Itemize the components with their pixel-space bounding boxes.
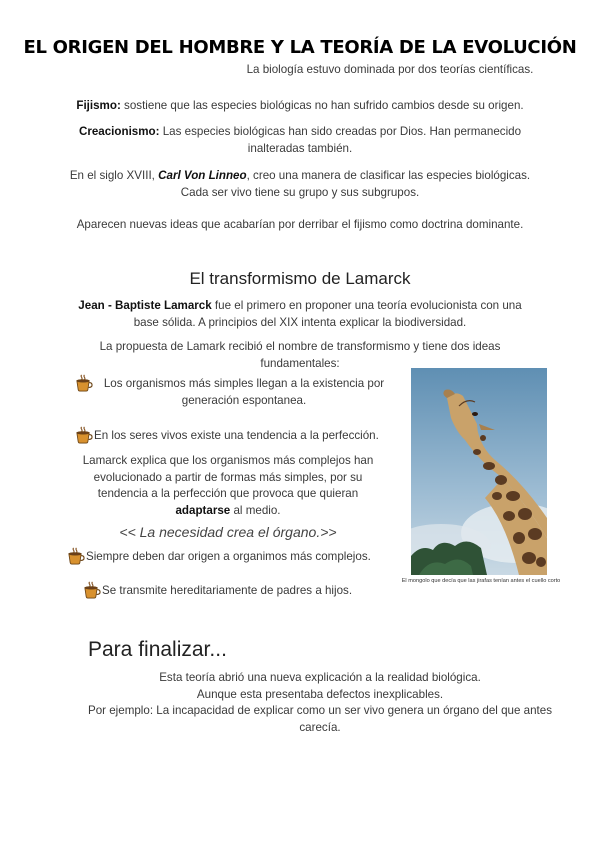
final-line-2: Aunque esta presentaba defectos inexplicables. xyxy=(196,687,444,701)
subtitle: La biología estuvo dominada por dos teorías científicas. xyxy=(246,63,534,76)
propuesta-line-2: fundamentales: xyxy=(260,356,340,370)
giraffe-photo xyxy=(411,368,547,575)
bullet-item-2 xyxy=(74,428,379,445)
quote: << La necesidad crea el órgano.>> xyxy=(119,524,337,540)
final-heading: Para finalizar... xyxy=(88,638,227,661)
explica-line-2: evolucionado a partir de formas más simples, por su xyxy=(93,470,363,484)
coffee-cup-icon xyxy=(82,580,101,600)
linneo-name: Carl Von Linneo xyxy=(158,169,247,182)
lamarck-heading: El transformismo de Lamarck xyxy=(189,269,411,288)
creacionismo-paragraph xyxy=(0,124,600,157)
explica-line-3: tendencia a la perfección que provoca que quieran xyxy=(97,487,359,500)
nuevas-ideas-paragraph: Aparecen nuevas ideas que acabarían por derribar el fijismo como doctrina dominante. xyxy=(76,218,524,231)
photo-caption: El mongolo que decía que las jirafas tenían antes el cuello corto xyxy=(401,578,561,584)
linneo-pre: En el siglo XVIII, xyxy=(69,169,159,182)
creacionismo-term: Creacionismo: xyxy=(78,125,160,138)
linneo-post: , creo una manera de clasificar las especies biológicas. xyxy=(246,169,531,182)
lamarck-intro-line-2: base sólida. A principios del XIX intenta explicar la biodiversidad. xyxy=(133,315,467,329)
coffee-cup-icon xyxy=(66,546,85,566)
bullet-1-line-1: Los organismos más simples llegan a la existencia por xyxy=(103,377,385,390)
bullet-1-line-2: generación espontanea. xyxy=(181,393,307,407)
final-paragraph xyxy=(20,670,600,736)
final-line-3: Por ejemplo: La incapacidad de explicar como un ser vivo genera un órgano del que antes xyxy=(87,704,553,717)
propuesta-line-1: La propuesta de Lamark recibió el nombre de transformismo y tiene dos ideas xyxy=(99,340,501,353)
final-line-4: carecía. xyxy=(299,720,341,734)
explica-paragraph xyxy=(58,453,398,519)
linneo-line-2: Cada ser vivo tiene su grupo y sus subgrupos. xyxy=(180,185,420,199)
bullet-2-text: En los seres vivos existe una tendencia a la perfección. xyxy=(94,429,379,442)
fijismo-term: Fijismo: xyxy=(76,99,121,112)
lamarck-intro-paragraph xyxy=(0,298,600,331)
linneo-paragraph xyxy=(0,168,600,201)
lamarck-intro-line-1: fue el primero en proponer una teoría evolucionista con una xyxy=(211,299,522,312)
explica-post: al medio. xyxy=(230,503,281,517)
page-title: EL ORIGEN DEL HOMBRE Y LA TEORÍA DE LA EVOLUCIÓN xyxy=(23,37,577,58)
fijismo-paragraph xyxy=(0,98,600,115)
explica-bold: adaptarse xyxy=(175,503,231,517)
creacionismo-text-2: inalteradas también. xyxy=(247,141,353,155)
bullet-4-text: Se transmite hereditariamente de padres a hijos. xyxy=(102,584,353,597)
creacionismo-text-1: Las especies biológicas han sido creadas por Dios. Han permanecido xyxy=(159,125,522,138)
coffee-cup-icon xyxy=(74,425,93,445)
bullet-item-4 xyxy=(82,583,352,600)
bullet-item-3 xyxy=(66,549,371,566)
bullet-3-text: Siempre deben dar origen a organimos más complejos. xyxy=(86,550,371,563)
final-line-1: Esta teoría abrió una nueva explicación a la realidad biológica. xyxy=(159,671,481,684)
explica-line-1: Lamarck explica que los organismos más complejos han xyxy=(82,454,374,467)
bullet-item-1 xyxy=(74,376,394,409)
fijismo-text: sostiene que las especies biológicas no han sufrido cambios desde su origen. xyxy=(120,99,524,112)
coffee-cup-icon xyxy=(74,373,93,393)
lamarck-name: Jean - Baptiste Lamarck xyxy=(78,299,212,312)
